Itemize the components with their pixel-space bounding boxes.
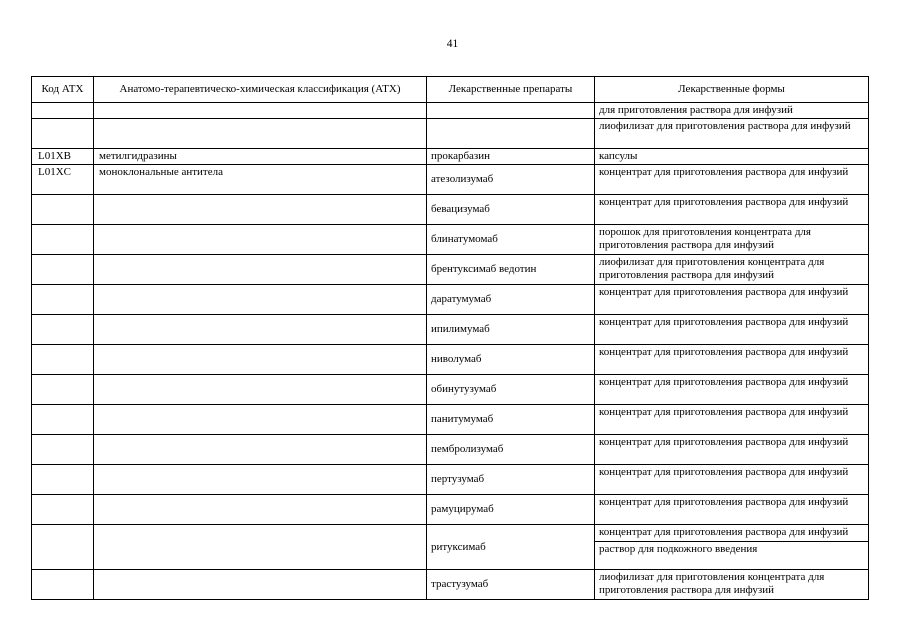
dosage-form-item: концентрат для приготовления раствора для инфузий — [599, 376, 849, 388]
classification-cell — [94, 405, 427, 435]
dosage-forms-cell — [595, 405, 869, 435]
table-row — [32, 405, 869, 435]
table-row — [32, 165, 869, 195]
drug-name-cell — [427, 119, 595, 149]
table-row — [32, 495, 869, 525]
atx-code-cell — [32, 315, 94, 345]
atx-code-cell — [32, 435, 94, 465]
dosage-forms-cell — [595, 195, 869, 225]
classification-cell — [94, 255, 427, 285]
drug-name-cell: ипилимумаб — [427, 315, 595, 345]
classification-cell — [94, 435, 427, 465]
dosage-form-item: лиофилизат для приготовления концентрата для приготовления раствора для инфузий — [599, 571, 825, 596]
dosage-forms-cell — [595, 119, 869, 149]
atx-code-cell: L01XB — [32, 149, 94, 165]
dosage-forms-cell — [595, 225, 869, 255]
atx-code-cell — [32, 195, 94, 225]
table-row — [32, 119, 869, 149]
classification-cell — [94, 285, 427, 315]
dosage-form-item: концентрат для приготовления раствора для инфузий — [599, 496, 849, 508]
classification-cell — [94, 375, 427, 405]
table-row — [32, 375, 869, 405]
dosage-form-item: концентрат для приготовления раствора для инфузий — [599, 526, 849, 538]
atx-code-cell — [32, 225, 94, 255]
atx-code-cell — [32, 375, 94, 405]
classification-cell — [94, 465, 427, 495]
atx-code-cell — [32, 285, 94, 315]
atx-code-cell — [32, 495, 94, 525]
header-classification: Анатомо-терапевтическо-химическая классификация (АТХ) — [94, 77, 427, 103]
atx-code-cell — [32, 255, 94, 285]
classification-cell — [94, 195, 427, 225]
classification-cell — [94, 495, 427, 525]
atx-code-cell: L01XC — [32, 165, 94, 195]
dosage-forms-cell — [595, 103, 869, 119]
table-row — [32, 570, 869, 600]
drug-name-cell: пембролизумаб — [427, 435, 595, 465]
atx-code-cell — [32, 405, 94, 435]
dosage-forms-cell — [595, 495, 869, 525]
table-row — [32, 525, 869, 570]
dosage-forms-cell — [595, 435, 869, 465]
classification-cell: моноклональные антитела — [94, 165, 427, 195]
dosage-forms-cell — [595, 165, 869, 195]
atx-code-cell — [32, 525, 94, 570]
classification-cell — [94, 225, 427, 255]
dosage-forms-cell — [595, 255, 869, 285]
atx-code-cell — [32, 103, 94, 119]
atx-drug-table — [31, 76, 869, 600]
dosage-form-item: концентрат для приготовления раствора для инфузий — [599, 346, 849, 358]
table-row — [32, 435, 869, 465]
table-row — [32, 345, 869, 375]
drug-name-cell: панитумумаб — [427, 405, 595, 435]
header-code: Код АТХ — [32, 77, 94, 103]
drug-name-cell: блинатумомаб — [427, 225, 595, 255]
drug-name-cell: ниволумаб — [427, 345, 595, 375]
atx-code-cell — [32, 345, 94, 375]
header-drugs: Лекарственные препараты — [427, 77, 595, 103]
classification-cell: метилгидразины — [94, 149, 427, 165]
page-number: 41 — [446, 38, 459, 50]
classification-cell — [94, 570, 427, 600]
table-row — [32, 103, 869, 119]
dosage-form-item: раствор для подкожного введения — [595, 541, 868, 557]
table-row — [32, 225, 869, 255]
dosage-forms-cell — [595, 149, 869, 165]
dosage-form-item: концентрат для приготовления раствора для инфузий — [599, 286, 849, 298]
dosage-form-item: для приготовления раствора для инфузий — [599, 104, 793, 116]
drug-name-cell: брентуксимаб ведотин — [427, 255, 595, 285]
drug-name-cell: ритуксимаб — [427, 525, 595, 570]
atx-code-cell — [32, 465, 94, 495]
drug-name-cell: прокарбазин — [427, 149, 595, 165]
classification-cell — [94, 525, 427, 570]
drug-name-cell: бевацизумаб — [427, 195, 595, 225]
dosage-forms-cell — [595, 345, 869, 375]
dosage-form-item: концентрат для приготовления раствора для инфузий — [599, 406, 849, 418]
dosage-form-item: лиофилизат для приготовления раствора для инфузий — [599, 120, 851, 132]
table-row — [32, 465, 869, 495]
dosage-form-item: концентрат для приготовления раствора для инфузий — [599, 436, 849, 448]
table-header-row — [32, 77, 869, 103]
drug-name-cell — [427, 103, 595, 119]
table-body — [32, 103, 869, 600]
atx-code-cell — [32, 119, 94, 149]
dosage-form-item: капсулы — [599, 150, 638, 162]
table-row — [32, 255, 869, 285]
classification-cell — [94, 315, 427, 345]
dosage-form-item: лиофилизат для приготовления концентрата для приготовления раствора для инфузий — [599, 256, 825, 281]
drug-name-cell: обинутузумаб — [427, 375, 595, 405]
drug-name-cell: трастузумаб — [427, 570, 595, 600]
table-row — [32, 149, 869, 165]
dosage-form-item: концентрат для приготовления раствора для инфузий — [599, 166, 849, 178]
header-forms: Лекарственные формы — [595, 77, 869, 103]
drug-name-cell: атезолизумаб — [427, 165, 595, 195]
dosage-form-item: концентрат для приготовления раствора для инфузий — [599, 466, 849, 478]
dosage-forms-cell — [595, 570, 869, 600]
dosage-forms-cell — [595, 375, 869, 405]
drug-name-cell: пертузумаб — [427, 465, 595, 495]
drug-name-cell: рамуцирумаб — [427, 495, 595, 525]
table-row — [32, 285, 869, 315]
dosage-form-item: концентрат для приготовления раствора для инфузий — [599, 316, 849, 328]
dosage-forms-cell — [595, 285, 869, 315]
drug-name-cell: даратумумаб — [427, 285, 595, 315]
classification-cell — [94, 345, 427, 375]
dosage-form-item: порошок для приготовления концентрата для приготовления раствора для инфузий — [599, 226, 811, 251]
classification-cell — [94, 119, 427, 149]
dosage-forms-cell — [595, 465, 869, 495]
dosage-forms-cell — [595, 525, 869, 570]
classification-cell — [94, 103, 427, 119]
dosage-form-item: концентрат для приготовления раствора для инфузий — [599, 196, 849, 208]
table-row — [32, 195, 869, 225]
atx-code-cell — [32, 570, 94, 600]
dosage-forms-cell — [595, 315, 869, 345]
table-row — [32, 315, 869, 345]
